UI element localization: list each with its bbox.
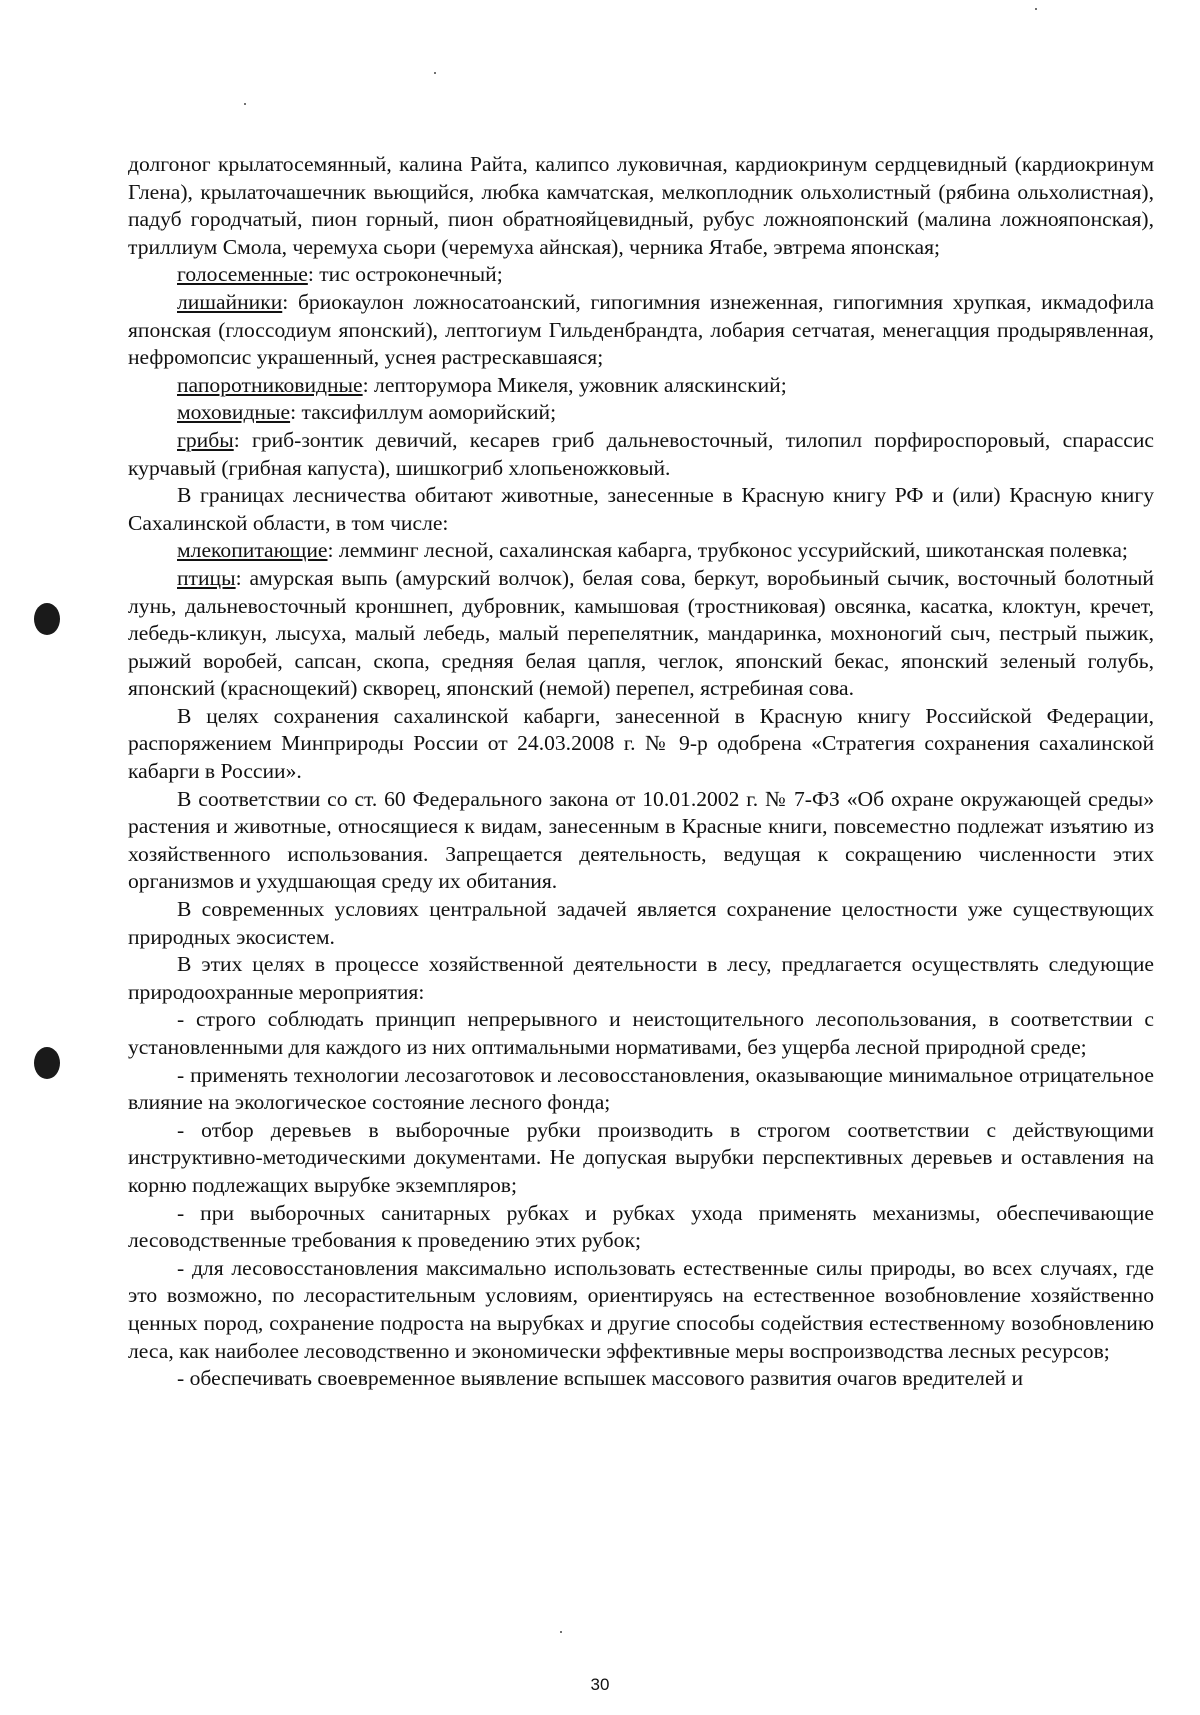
body-text — [128, 151, 1154, 1393]
paragraph-fungi: грибы: гриб-зонтик девичий, кесарев гриб дальневосточный, тилопил порфироспоровый, спарассис курчавый (грибная капуста), шишкогриб хлопьеножковый. — [128, 427, 1154, 480]
paragraph-lichens: лишайники: бриокаулон ложносатоанский, гипогимния изнеженная, гипогимния хрупкая, икмадофила японская (глоссодиум японский), лептогиум Гильденбрандта, лобария сетчатая, менегацция продырявленная, нефромопсис украшенный, уснея растрескавшаяся; — [128, 289, 1154, 370]
scan-speck — [560, 1631, 562, 1633]
category-label: млекопитающие — [177, 538, 328, 563]
measure-item: - при выборочных санитарных рубках и рубках ухода применять механизмы, обеспечивающие лесоводственные требования к проведению этих рубок; — [128, 1200, 1154, 1253]
measure-item: - применять технологии лесозаготовок и лесовосстановления, оказывающие минимальное отрицательное влияние на экологическое состояние лесного фонда; — [128, 1062, 1154, 1115]
paragraph-gymnosperms: голосеменные: тис остроконечный; — [177, 262, 503, 287]
paragraph-ecosystems: В современных условиях центральной задачей является сохранение целостности уже существующих природных экосистем. — [128, 897, 1154, 949]
category-label: лишайники — [177, 289, 283, 314]
paragraph-plants-continued: долгоног крылатосемянный, калина Райта, калипсо луковичная, кардиокринум сердцевидный (кардиокринум Глена), крылаточашечник вьющийся, любка камчатская, мелкоплодник ольхолистный (рябина ольхолистная), падуб городчатый, пион горный, пион обратнояйцевидный, рубус ложнояпонский (малина ложнояпонская), триллиум Смола, черемуха сьори (черемуха айнская), черника Ятабе, эвтрема японская; — [128, 152, 1154, 259]
measure-item: - обеспечивать своевременное выявление вспышек массового развития очагов вредителей и — [177, 1366, 1024, 1391]
category-label: моховидные — [177, 400, 291, 425]
scan-speck — [434, 72, 436, 74]
paragraph-measures-intro: В этих целях в процессе хозяйственной деятельности в лесу, предлагается осуществлять следующие природоохранные мероприятия: — [128, 952, 1154, 1004]
paragraph-mosses: моховидные: таксифиллум аоморийский; — [177, 400, 557, 425]
paragraph-federal-law: В соответствии со ст. 60 Федерального закона от 10.01.2002 г. № 7-ФЗ «Об охране окружающей среды» растения и животные, относящиеся к видам, занесенным в Красные книги, повсеместно подлежат изъятию из хозяйственного использования. Запрещается деятельность, ведущая к сокращению численности этих организмов и ухудшающая среду их обитания. — [128, 786, 1154, 894]
punch-hole — [34, 1047, 60, 1079]
measure-item: - для лесовосстановления максимально использовать естественные силы природы, во всех случаях, где это возможно, по лесорастительным условиям, ориентируясь на естественное возобновление хозяйственно ценных пород, сохранение подроста на вырубках и другие способы содействия естественному возобновлению леса, как наиболее лесоводственно и экономически эффективные меры воспроизводства лесных ресурсов; — [128, 1255, 1154, 1363]
category-label: птицы — [177, 565, 236, 590]
category-label: папоротниковидные — [177, 372, 363, 397]
category-label: голосеменные — [177, 262, 308, 287]
measure-item: - строго соблюдать принцип непрерывного и неистощительного лесопользования, в соответствии с установленными для каждого из них оптимальными нормативами, без ущерба лесной природной среде; — [128, 1007, 1154, 1059]
measure-item: - отбор деревьев в выборочные рубки производить в строгом соответствии с действующими инструктивно-методическими документами. Не допуская вырубки перспективных деревьев и оставления на корню подлежащих вырубке экземпляров; — [128, 1117, 1154, 1197]
page-number: 30 — [590, 1675, 610, 1694]
scan-speck — [244, 103, 246, 105]
paragraph-ferns: папоротниковидные: лепторумора Микеля, ужовник аляскинский; — [177, 372, 787, 397]
scan-speck — [1035, 8, 1037, 10]
paragraph-musk-deer-strategy: В целях сохранения сахалинской кабарги, занесенной в Красную книгу Российской Федерации, распоряжением Минприроды России от 24.03.2008 г. № 9-р одобрена «Стратегия сохранения сахалинской кабарги в России». — [128, 703, 1154, 784]
paragraph-animals-intro: В границах лесничества обитают животные, занесенные в Красную книгу РФ и (или) Красную книгу Сахалинской области, в том числе: — [128, 483, 1154, 535]
paragraph-birds: птицы: амурская выпь (амурский волчок), белая сова, беркут, воробьиный сычик, восточный болотный лунь, дальневосточный кроншнеп, дубровник, камышовая (тростниковая) овсянка, касатка, клоктун, кречет, лебедь-кликун, лысуха, малый лебедь, малый перепелятник, мандаринка, мохноногий сыч, пестрый пыжик, рыжий воробей, сапсан, скопа, средняя белая цапля, чеглок, японский бекас, японский зеленый голубь, японский (краснощекий) скворец, японский (немой) перепел, ястребиная сова. — [128, 565, 1154, 701]
punch-hole — [34, 603, 60, 635]
paragraph-mammals: млекопитающие: лемминг лесной, сахалинская кабарга, трубконос уссурийский, шикотанская полевка; — [177, 538, 1128, 563]
category-label: грибы — [177, 427, 234, 452]
